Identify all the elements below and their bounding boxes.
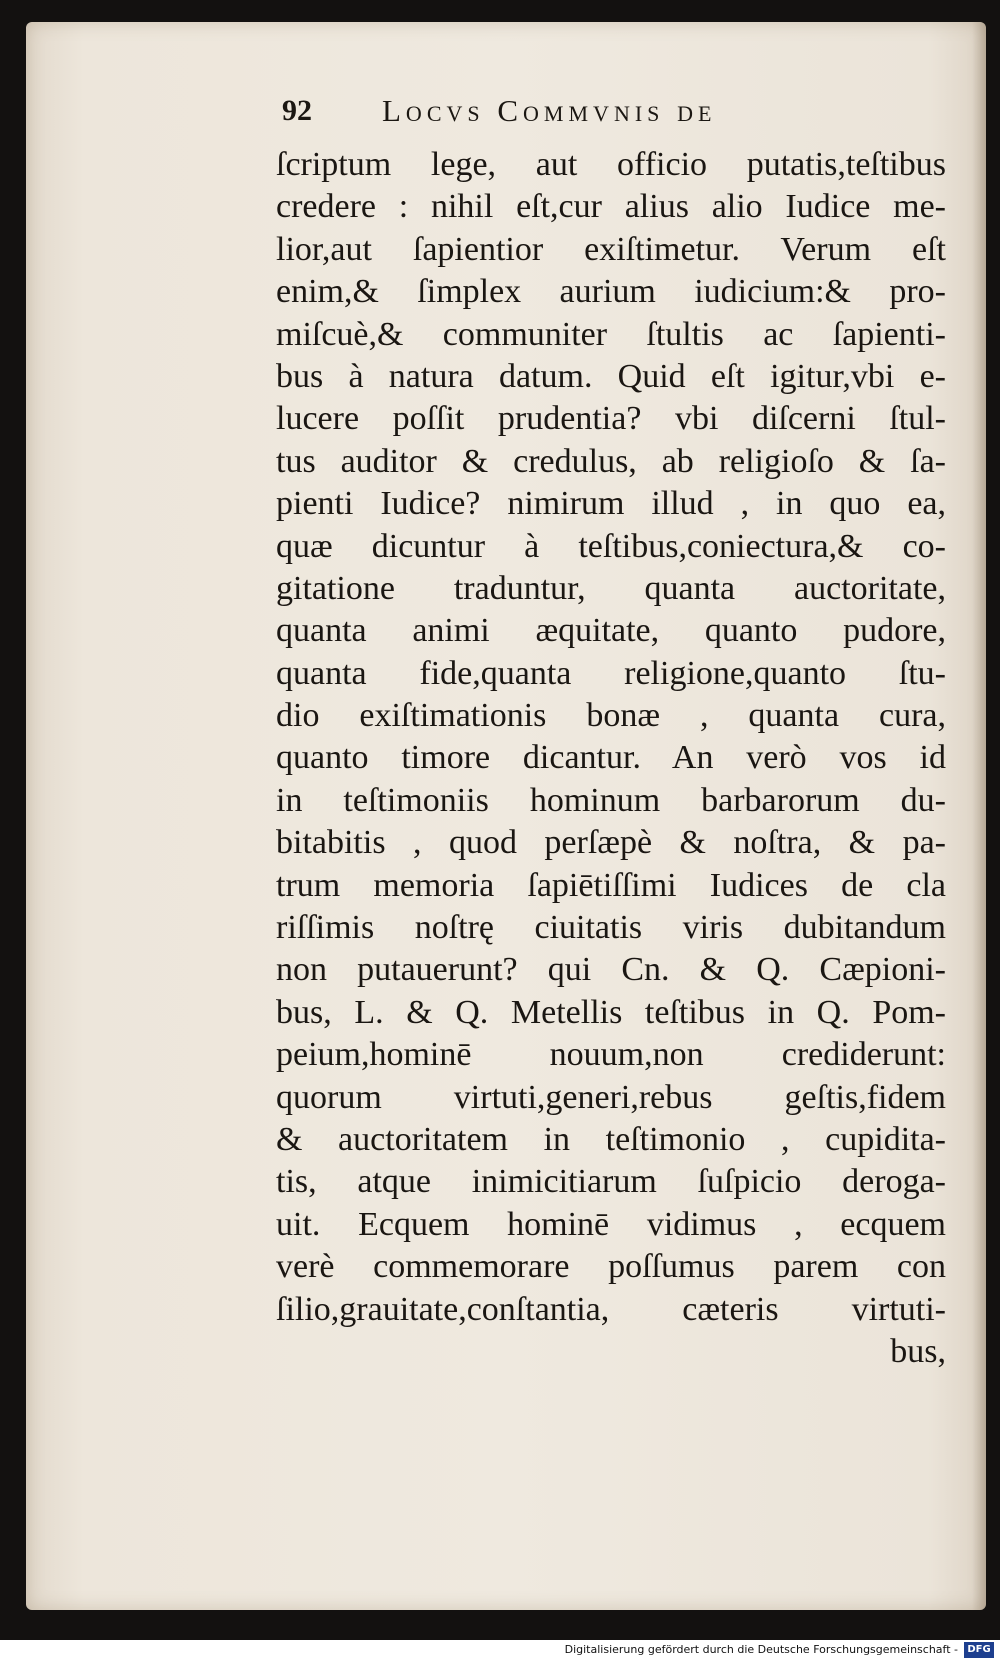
text-line: & auctoritatem in teſtimonio , cupidita-: [276, 1120, 946, 1158]
page-number: 92: [282, 94, 312, 127]
text-line: uit. Ecquem hominē vidimus , ecquem: [276, 1205, 946, 1243]
dfg-logo: DFG: [964, 1642, 994, 1658]
running-head: [282, 88, 942, 134]
text-line: tis, atque inimicitiarum ſuſpicio deroga-: [276, 1163, 946, 1201]
digitization-footer: [0, 1640, 1000, 1663]
running-title: Locvs Commvnis de: [382, 93, 717, 128]
text-line: ſilio,grauitate,conſtantia, cæteris virtuti-: [276, 1290, 946, 1328]
text-line: tus auditor & credulus, ab religioſo & ſa-: [276, 442, 946, 480]
page-edge-shadow: [972, 22, 986, 1610]
text-line: in teſtimoniis hominum barbarorum du-: [276, 781, 946, 819]
text-line: quanta animi æquitate, quanto pudore,: [276, 612, 946, 650]
text-line: gitatione traduntur, quanta auctoritate,: [276, 569, 946, 607]
catchword-line: bus,: [890, 1332, 946, 1370]
text-line: riſſimis noſtrę ciuitatis viris dubitandum: [276, 909, 946, 947]
text-line: non putauerunt? qui Cn. & Q. Cæpioni-: [276, 951, 946, 989]
text-line: trum memoria ſapiētiſſimi Iudices de cla: [276, 866, 946, 904]
text-line: quorum virtuti,generi,rebus geſtis,fidem: [276, 1078, 946, 1116]
text-line: quanto timore dicantur. An verò vos id: [276, 739, 946, 777]
text-line: bus, L. & Q. Metellis teſtibus in Q. Pom-: [276, 993, 946, 1031]
text-line: enim,& ſimplex aurium iudicium:& pro-: [276, 273, 946, 311]
text-line: miſcuè,& communiter ſtultis ac ſapienti-: [276, 315, 946, 353]
text-line: dio exiſtimationis bonæ , quanta cura,: [276, 697, 946, 735]
text-line: lucere poſſit prudentia? vbi diſcerni ſtul-: [276, 400, 946, 438]
body-text: [276, 144, 946, 1373]
text-line: pienti Iudice? nimirum illud , in quo ea,: [276, 485, 946, 523]
text-line: bus à natura datum. Quid eſt igitur,vbi e-: [276, 357, 946, 395]
funding-credit: Digitalisierung gefördert durch die Deutsche Forschungsgemeinschaft -: [564, 1643, 958, 1656]
text-line: quanta fide,quanta religione,quanto ſtu-: [276, 654, 946, 692]
text-line: ſcriptum lege, aut officio putatis,teſtibus: [276, 146, 946, 183]
text-line: peium,hominē nouum,non crediderunt:: [276, 1036, 946, 1074]
text-line: credere : nihil eſt,cur alius alio Iudice me-: [276, 188, 946, 226]
text-line: lior,aut ſapientior exiſtimetur. Verum eſt: [276, 230, 946, 268]
text-line: verè commemorare poſſumus parem con: [276, 1248, 946, 1286]
text-line: quæ dicuntur à teſtibus,coniectura,& co-: [276, 527, 946, 565]
text-line: bitabitis , quod perſæpè & noſtra, & pa-: [276, 824, 946, 862]
